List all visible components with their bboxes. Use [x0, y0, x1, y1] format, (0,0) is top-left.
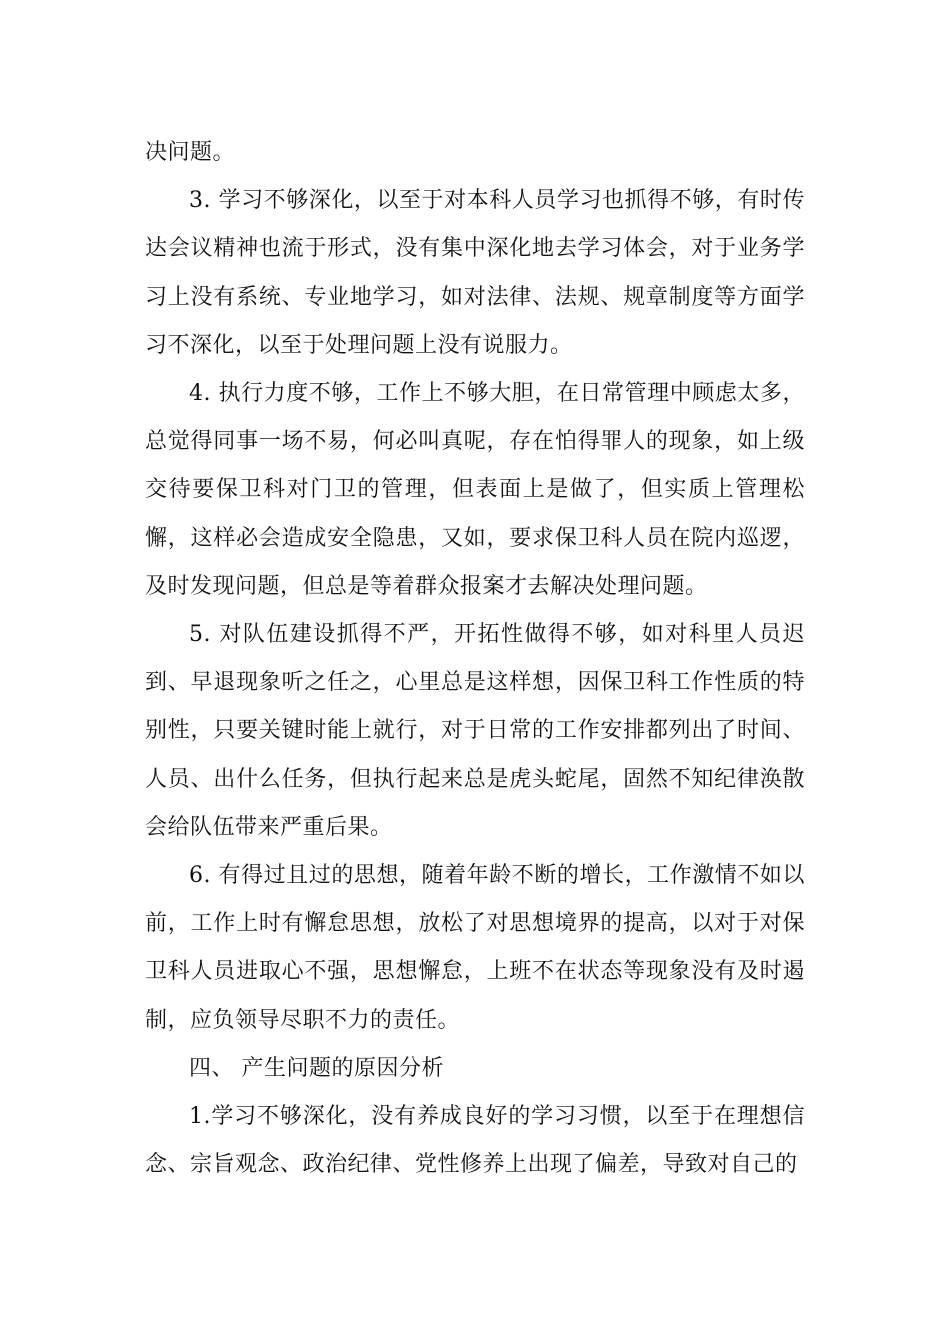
paragraph-item-4: 4. 执行力度不够，工作上不够大胆，在日常管理中顾虑太多，总觉得同事一场不易，何必叫真呢，存在怕得罪人的现象，如上级交待要保卫科对门卫的管理，但表面上是做了，但实质上管理松懈，这样必会造成安全隐患，又如，要求保卫科人员在院内巡逻，及时发现问题，但总是等着群众报案才去解决处理问题。 — [145, 381, 805, 599]
paragraph-item-6: 6. 有得过且过的思想，随着年龄不断的增长，工作激情不如以前，工作上时有懈怠思想，放松了对思想境界的提高，以对于对保卫科人员进取心不强，思想懈怠，上班不在状态等现象没有及时遏制，应负领导尽职不力的责任。 — [145, 863, 805, 1033]
paragraph-item-3: 3. 学习不够深化，以至于对本科人员学习也抓得不够，有时传达会议精神也流于形式，没有集中深化地去学习体会，对于业务学习上没有系统、专业地学习，如对法律、法规、规章制度等方面学习不深化，以至于处理问题上没有说服力。 — [145, 188, 805, 358]
section-heading-4: 四、 产生问题的原因分析 — [189, 1055, 444, 1081]
paragraph-continuation: 决问题。 — [145, 140, 236, 165]
document-body — [145, 129, 805, 1189]
paragraph-cause-1: 1.学习不够深化，没有养成良好的学习习惯，以至于在理想信念、宗旨观念、政治纪律、党性修养上出现了偏差，导致对自己的 — [145, 1104, 805, 1178]
paragraph-item-5: 5. 对队伍建设抓得不严，开拓性做得不够，如对科里人员迟到、早退现象听之任之，心里总是这样想，因保卫科工作性质的特别性，只要关键时能上就行，对于日常的工作安排都列出了时间、人员、出什么任务，但执行起来总是虎头蛇尾，固然不知纪律涣散会给队伍带来严重后果。 — [145, 622, 805, 840]
